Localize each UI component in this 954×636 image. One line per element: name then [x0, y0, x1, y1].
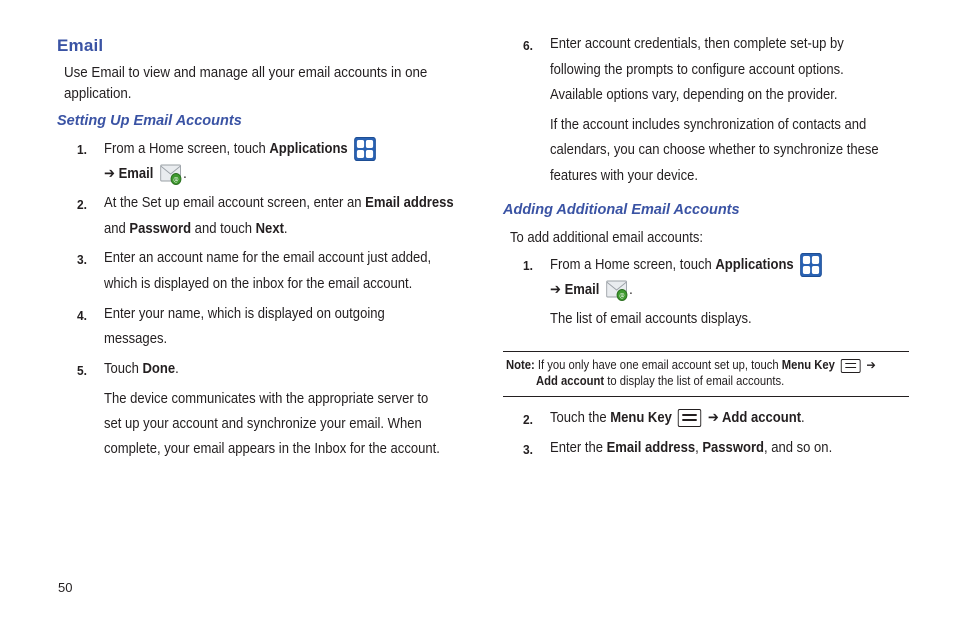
followup-line2: set up your account and synchronize your email. When [104, 416, 422, 432]
note-text: to display the list of email accounts. [604, 374, 785, 388]
note-bottom-rule [503, 396, 909, 397]
applications-grid-icon [800, 253, 822, 277]
followup-line3: complete, your email appears in the Inbox for the account. [104, 441, 440, 457]
subheading-adding: Adding Additional Email Accounts [503, 202, 740, 218]
menu-key-icon [841, 359, 861, 373]
email-label: Email [564, 281, 600, 298]
menu-key-label: Menu Key [781, 358, 835, 372]
email-envelope-icon [160, 163, 183, 185]
step-number: 4. [77, 308, 87, 323]
step1-line2 [104, 163, 187, 185]
step1-line1 [104, 137, 376, 161]
applications-label: Applications [269, 140, 348, 157]
done-label: Done [142, 361, 176, 377]
adding-step1-result: The list of email accounts displays. [550, 311, 752, 327]
add-account-label: Add account [722, 410, 802, 426]
section-heading-email: Email [57, 36, 104, 55]
arrow: ➔ [704, 410, 723, 426]
sync-line3: features with your device. [550, 168, 698, 184]
step4-line2: messages. [104, 331, 168, 347]
arrow: ➔ [104, 165, 119, 182]
adding-step1-line2 [550, 279, 633, 301]
note-top-rule [503, 351, 909, 352]
next-label: Next [255, 221, 284, 237]
add-account-label: Add account [536, 374, 605, 388]
step-text: Enter the [550, 440, 607, 456]
step6-line1: Enter account credentials, then complete set-up by [550, 36, 844, 52]
sync-line2: calendars, you can choose whether to synchronize these [550, 142, 879, 158]
adding-step1-line1 [550, 253, 822, 277]
step-number: 3. [523, 442, 533, 457]
email-intro-line1: Use Email to view and manage all your email accounts in one [64, 65, 428, 81]
sync-line1: If the account includes synchronization of contacts and [550, 117, 867, 133]
subheading-setting-up: Setting Up Email Accounts [57, 113, 242, 129]
step-text: Touch [104, 361, 143, 377]
note-line1 [506, 358, 876, 373]
step-text: From a Home screen, touch [104, 140, 270, 157]
adding-step2-line [550, 408, 805, 428]
email-address-label: Email address [365, 195, 454, 211]
step-number: 1. [77, 142, 87, 157]
step3-line2: which is displayed on the inbox for the email account. [104, 276, 413, 292]
step6-line2: following the prompts to configure account options. [550, 62, 844, 78]
step-text: From a Home screen, touch [550, 256, 716, 273]
step-number: 2. [77, 197, 87, 212]
period: . [629, 281, 633, 298]
step-number: 5. [77, 363, 87, 378]
step-text: , [695, 440, 703, 456]
period: . [801, 410, 805, 426]
step4-line1: Enter your name, which is displayed on outgoing [104, 306, 385, 322]
password-label: Password [129, 221, 192, 237]
page-number: 50 [58, 580, 73, 595]
adding-step3-line [550, 438, 832, 458]
email-label: Email [118, 165, 154, 182]
arrow: ➔ [863, 358, 876, 372]
period: . [183, 165, 187, 182]
step5-line [104, 359, 179, 379]
step-text: and touch [191, 221, 256, 237]
step-text: At the Set up email account screen, enter an [104, 195, 366, 211]
arrow: ➔ [550, 281, 565, 298]
period: . [283, 221, 288, 237]
note-text: If you only have one email account set up, touch [534, 358, 782, 372]
menu-key-label: Menu Key [610, 410, 672, 426]
step-number: 2. [523, 412, 533, 427]
step-number: 1. [523, 258, 533, 273]
followup-line1: The device communicates with the appropriate server to [104, 391, 429, 407]
step2-line1 [104, 193, 454, 213]
svg-text:@: @ [619, 293, 625, 300]
email-intro-line2: application. [64, 86, 132, 102]
note-label: Note: [506, 358, 535, 372]
step-text: Touch the [550, 410, 611, 426]
step-number: 3. [77, 252, 87, 267]
period: . [175, 361, 179, 377]
step-text: and [104, 221, 130, 237]
adding-intro: To add additional email accounts: [510, 230, 703, 246]
note-line2 [536, 374, 784, 389]
step-text: , and so on. [763, 440, 833, 456]
step3-line1: Enter an account name for the email account just added, [104, 250, 432, 266]
email-envelope-icon [606, 279, 629, 301]
step2-line2 [104, 219, 288, 239]
svg-text:@: @ [173, 177, 179, 184]
step6-line3: Available options vary, depending on the provider. [550, 87, 838, 103]
email-address-label: Email address [606, 440, 696, 456]
applications-label: Applications [715, 256, 794, 273]
applications-grid-icon [354, 137, 376, 161]
step-number: 6. [523, 38, 533, 53]
menu-key-icon [678, 409, 701, 427]
password-label: Password [702, 440, 764, 456]
